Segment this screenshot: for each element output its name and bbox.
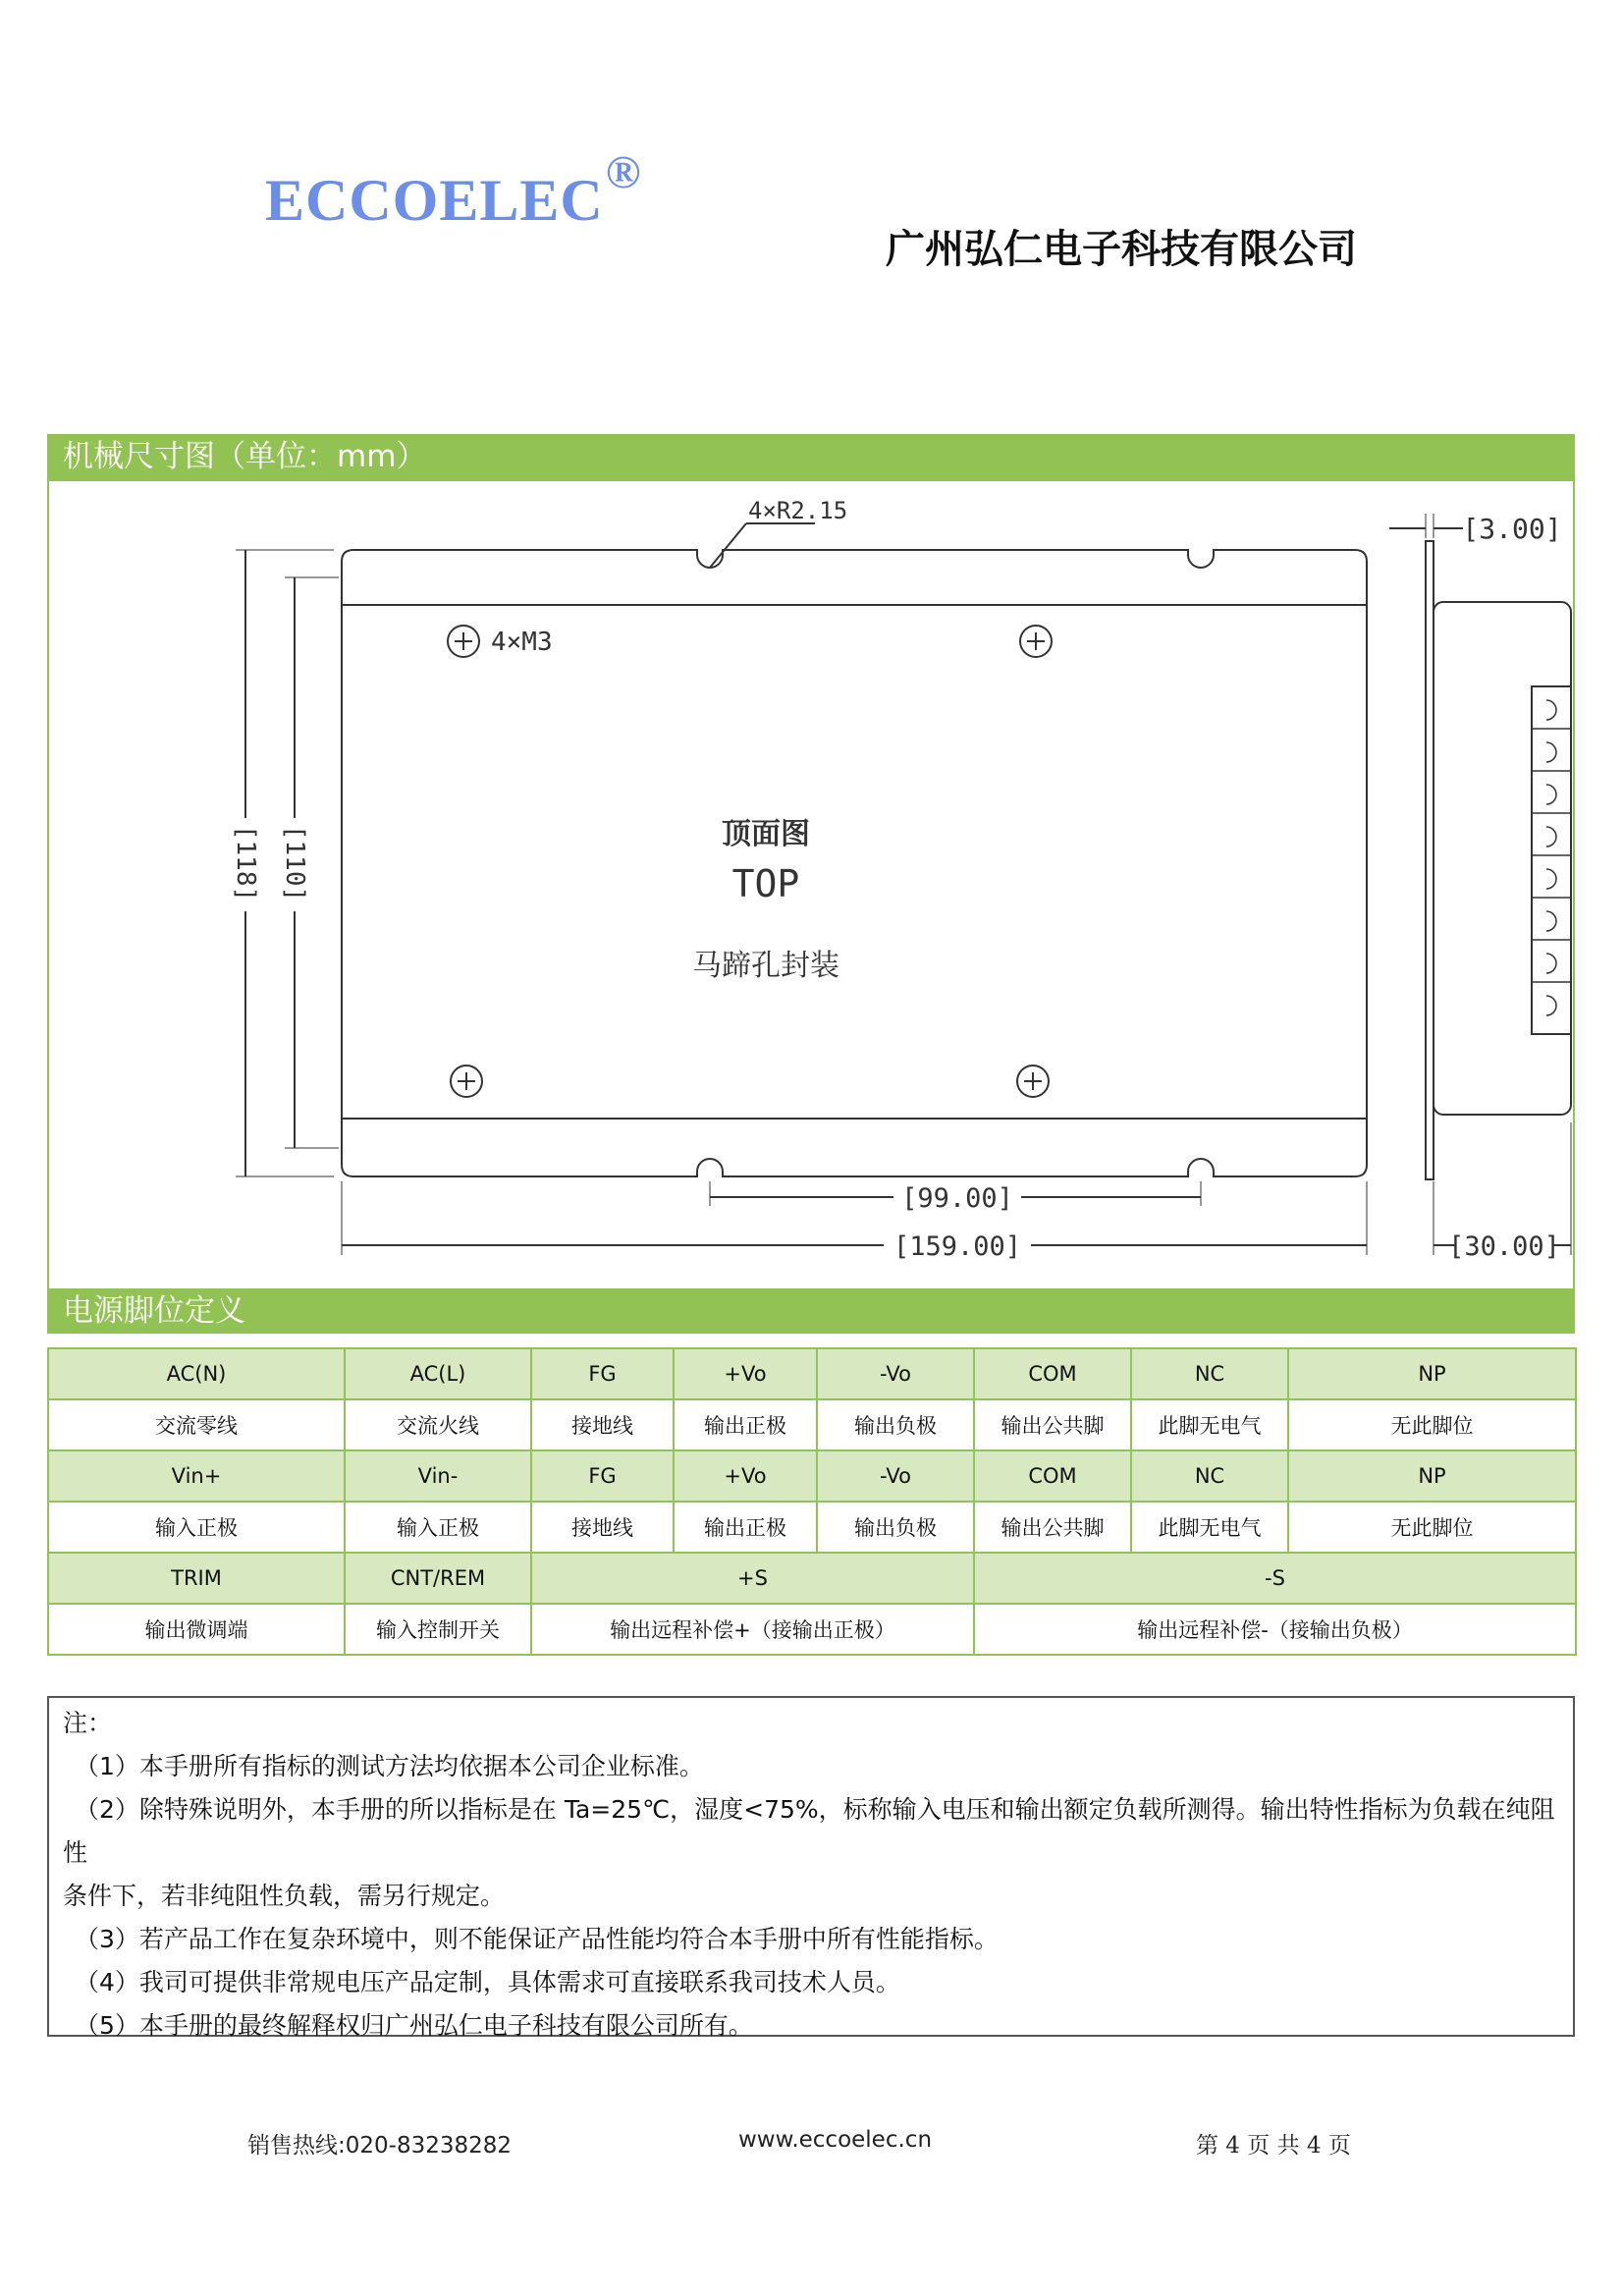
desc-cell: 输出微调端 <box>48 1604 345 1655</box>
mech-section-title: 机械尺寸图（单位：mm） <box>47 434 1575 479</box>
desc-cell: 交流零线 <box>48 1399 345 1450</box>
dim-depth: [30.00] <box>1448 1231 1560 1262</box>
desc-cell: 输出负极 <box>817 1502 974 1553</box>
desc-cell: 输出远程补偿+（接输出正极） <box>531 1604 974 1655</box>
screw-hole-icon <box>1020 626 1052 657</box>
desc-cell: 输出公共脚 <box>974 1399 1131 1450</box>
registered-mark-icon: ® <box>605 146 642 198</box>
notes-title: 注： <box>63 1709 113 1737</box>
dim-length: [159.00] <box>893 1231 1022 1262</box>
pin-cell: Vin- <box>345 1450 531 1502</box>
pin-table <box>47 1347 1577 1656</box>
desc-cell: 接地线 <box>531 1399 674 1450</box>
pin-cell: -S <box>974 1553 1576 1604</box>
pin-cell: -Vo <box>817 1348 974 1399</box>
desc-cell: 接地线 <box>531 1502 674 1553</box>
desc-cell: 输入正极 <box>48 1502 345 1553</box>
dim-height-inner: [110] <box>280 824 309 902</box>
pin-cell: NC <box>1131 1450 1288 1502</box>
desc-cell: 输出负极 <box>817 1399 974 1450</box>
desc-cell: 输出远程补偿-（接输出负极） <box>974 1604 1576 1655</box>
logo-text: ECCOELEC <box>265 168 604 233</box>
sales-hotline: 销售热线:020-83238282 <box>247 2133 513 2159</box>
desc-cell: 输入控制开关 <box>345 1604 531 1655</box>
dim-flange: [3.00] <box>1462 513 1562 545</box>
pin-cell: +Vo <box>674 1450 817 1502</box>
desc-row-ac <box>48 1399 1576 1450</box>
note-item: （2）除特殊说明外，本手册的所以指标是在 Ta=25℃，湿度<75%，标称输入电压和输出额定负载所测得。输出特性指标为负载在纯阻性 <box>63 1795 1555 1867</box>
website-link[interactable]: www.eccoelec.cn <box>738 2127 933 2153</box>
note-item: （4）我司可提供非常规电压产品定制，具体需求可直接联系我司技术人员。 <box>75 1968 900 1996</box>
pin-cell: +Vo <box>674 1348 817 1399</box>
desc-row-dc <box>48 1502 1576 1553</box>
pin-row-ac <box>48 1348 1576 1399</box>
desc-cell: 输出公共脚 <box>974 1502 1131 1553</box>
dim-height-outer: [118] <box>231 824 260 902</box>
notes-box <box>47 1696 1575 2040</box>
company-name: 广州弘仁电子科技有限公司 <box>886 227 1357 272</box>
note-item: （3）若产品工作在复杂环境中，则不能保证产品性能均符合本手册中所有性能指标。 <box>75 1925 999 1953</box>
desc-row-control <box>48 1604 1576 1655</box>
desc-cell: 输入正极 <box>345 1502 531 1553</box>
pin-cell: NP <box>1288 1450 1576 1502</box>
note-item: （5）本手册的最终解释权归广州弘仁电子科技有限公司所有。 <box>75 2011 753 2040</box>
pin-cell: CNT/REM <box>345 1553 531 1604</box>
screw-hole-icon <box>1017 1066 1049 1097</box>
mechanical-drawing <box>216 494 1562 1289</box>
desc-cell: 无此脚位 <box>1288 1502 1576 1553</box>
desc-cell: 此脚无电气 <box>1131 1399 1288 1450</box>
view-label-en: TOP <box>731 862 800 905</box>
pin-row-dc <box>48 1450 1576 1502</box>
page-number: 第 4 页 共 4 页 <box>1196 2133 1351 2159</box>
pin-cell: FG <box>531 1450 674 1502</box>
pin-cell: +S <box>531 1553 974 1604</box>
screw-hole-icon <box>451 1066 482 1097</box>
pin-cell: FG <box>531 1348 674 1399</box>
pin-cell: AC(L) <box>345 1348 531 1399</box>
radius-label: 4×R2.15 <box>748 497 848 524</box>
company-logo <box>265 146 642 235</box>
note-item: 条件下，若非纯阻性负载，需另行规定。 <box>63 1882 506 1910</box>
view-label-cn: 顶面图 <box>722 817 810 851</box>
note-item: （1）本手册所有指标的测试方法均依据本公司企业标准。 <box>75 1752 704 1780</box>
desc-cell: 此脚无电气 <box>1131 1502 1288 1553</box>
pin-cell: Vin+ <box>48 1450 345 1502</box>
pin-row-control <box>48 1553 1576 1604</box>
dim-hole-span: [99.00] <box>901 1183 1013 1214</box>
desc-cell: 无此脚位 <box>1288 1399 1576 1450</box>
screw-hole-icon <box>448 626 479 657</box>
mount-label: 马蹄孔封装 <box>692 949 839 983</box>
pin-cell: NC <box>1131 1348 1288 1399</box>
screw-label: 4×M3 <box>491 628 553 657</box>
desc-cell: 输出正极 <box>674 1502 817 1553</box>
pins-section-title: 电源脚位定义 <box>47 1288 1575 1334</box>
pin-cell: AC(N) <box>48 1348 345 1399</box>
pin-cell: -Vo <box>817 1450 974 1502</box>
pin-cell: NP <box>1288 1348 1576 1399</box>
pin-cell: COM <box>974 1348 1131 1399</box>
desc-cell: 输出正极 <box>674 1399 817 1450</box>
desc-cell: 交流火线 <box>345 1399 531 1450</box>
pin-cell: TRIM <box>48 1553 345 1604</box>
radius-leader-line <box>710 523 746 568</box>
pin-cell: COM <box>974 1450 1131 1502</box>
